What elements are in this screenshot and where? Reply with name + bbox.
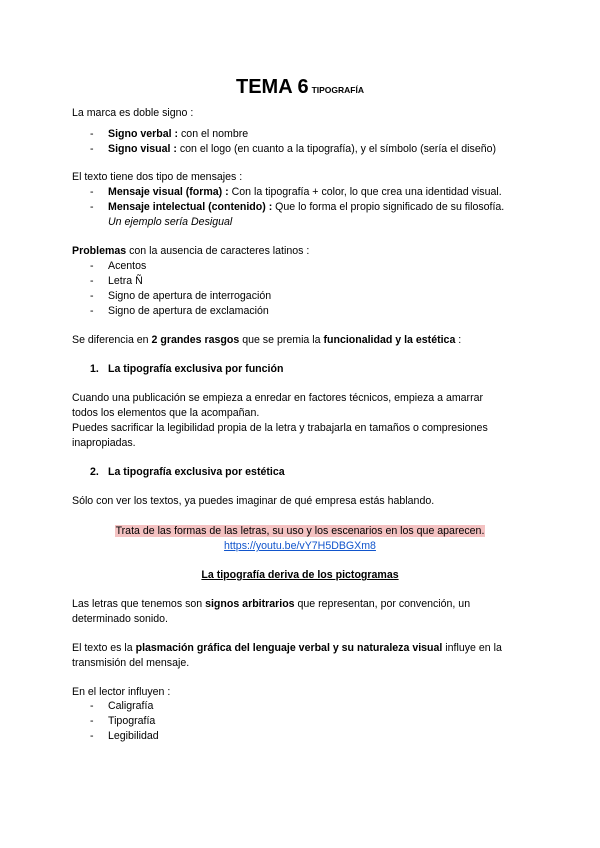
marca-intro: La marca es doble signo : bbox=[72, 107, 194, 119]
section-1-line: Cuando una publicación se empieza a enredar en factores técnicos, empieza a amarrar bbox=[72, 392, 484, 404]
texto-intro: El texto tiene dos tipo de mensajes : bbox=[72, 171, 243, 183]
youtube-link[interactable]: https://youtu.be/vY7H5DBGXm8 bbox=[224, 540, 376, 552]
problemas-intro: Problemas con la ausencia de caracteres latinos : bbox=[72, 245, 310, 257]
list-item-bold: Signo visual : bbox=[108, 143, 177, 155]
diferencia-paragraph: Se diferencia en 2 grandes rasgos que se premia la funcionalidad y la estética : bbox=[72, 334, 462, 346]
list-item-bold: Signo verbal : bbox=[108, 128, 179, 140]
pictogramas-heading: La tipografía deriva de los pictogramas bbox=[201, 569, 399, 581]
list-item-bold: Mensaje visual (forma) : bbox=[108, 186, 229, 198]
list-item-bold: Mensaje intelectual (contenido) : bbox=[108, 201, 273, 213]
section-1-line: todos los elementos que la acompañan. bbox=[72, 407, 260, 419]
lector-intro: En el lector influyen : bbox=[72, 686, 171, 698]
page-title bbox=[0, 74, 600, 103]
document-page: TEMA 6 TIPOGRAFÍA La marca es doble signo : - Signo verbal : con el nombre - Signo visual : con el logo (en cuanto a la tipografía), y el símbolo (sería el diseño) El texto tiene dos tipo de mensajes : - Mensaje visual (forma) : Con la tipografía + color, lo que crea una identidad visual. - Mensaje intelectual (contenido) : Que lo forma el propio significado de su filosofía. Un ejemplo sería Desigual Problemas con la ausencia de caracteres latinos : - Acentos - Letra Ñ - Signo de apertura de interrogación - Signo de apertura de exclamación Se diferencia en 2 grandes rasgos que se premia la funcionalidad y la estética : 1. La tipografía exclusiva por función Cuando una publicación se empieza a enredar en factores técnicos, empieza a amarrar todos los elementos que la acompañan. Puedes sacrificar la legibilidad propia de la letra y trabajarla en tamaños o compresiones inapropiadas. 2. La tipografía exclusiva por estética Sólo con ver los textos, ya puedes imaginar de qué empresa estás hablando. Trata de las formas de las letras, su uso y los escenarios en los que aparecen. https://youtu.be/vY7H5DBGXm8 La tipografía deriva de los pictogramas Las letras que tenemos son signos arbitrarios que representan, por convención, un determinado sonido. El texto es la plasmación gráfica del lenguaje verbal y su naturaleza visual influye en la transmisión del mensaje. En el lector influyen : - Caligrafía - Tipografía - Legibilidad bbox=[0, 0, 600, 848]
section-2-line: Sólo con ver los textos, ya puedes imaginar de qué empresa estás hablando. bbox=[72, 495, 435, 507]
list-item-text: con el nombre bbox=[178, 128, 249, 140]
list-item-text: con el logo (en cuanto a la tipografía), y el símbolo (sería el diseño) bbox=[176, 143, 497, 155]
section-1-line: Puedes sacrificar la legibilidad propia de la letra y trabajarla en tamaños o compresiones bbox=[72, 422, 488, 434]
title-sub: TIPOGRAFÍA bbox=[311, 85, 364, 95]
list-item-text: Con la tipografía + color, lo que crea una identidad visual. bbox=[228, 186, 502, 198]
list-item-text: Que lo forma el propio significado de su filosofía. bbox=[272, 201, 505, 213]
title-main: TEMA 6 bbox=[236, 76, 309, 98]
pictogramas-paragraph-2: El texto es la plasmación gráfica del lenguaje verbal y su naturaleza visual influye en la bbox=[72, 642, 502, 654]
example-note: Un ejemplo sería Desigual bbox=[108, 216, 233, 228]
section-1-line: inapropiadas. bbox=[72, 437, 136, 449]
pictogramas-paragraph-1: Las letras que tenemos son signos arbitrarios que representan, por convención, un bbox=[72, 598, 471, 610]
highlighted-note: Trata de las formas de las letras, su uso y los escenarios en los que aparecen. bbox=[115, 525, 485, 537]
